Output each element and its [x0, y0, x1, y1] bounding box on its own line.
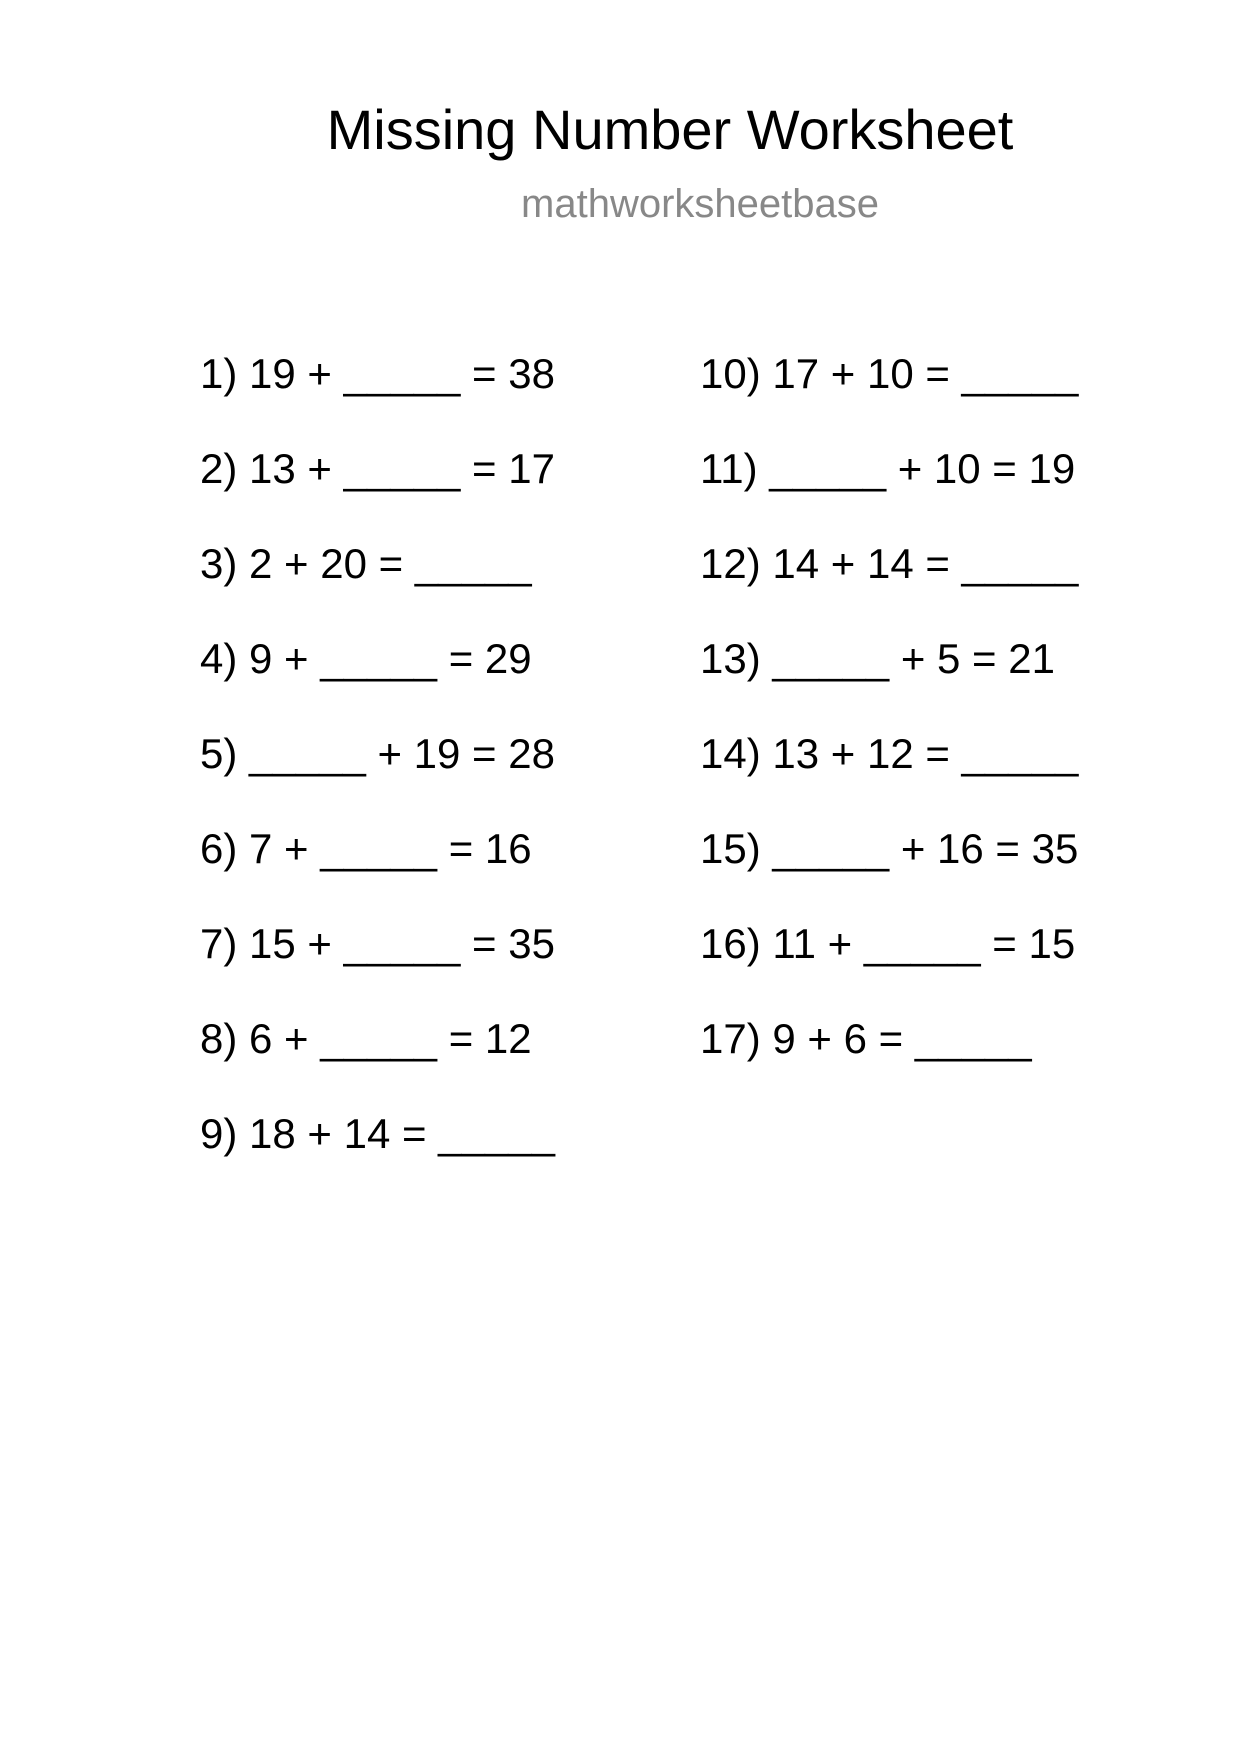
problem-11: 11) _____ + 10 = 19: [700, 445, 1076, 492]
problem-4: 4) 9 + _____ = 29: [200, 635, 532, 682]
problem-12: 12) 14 + 14 = _____: [700, 540, 1079, 587]
problem-3: 3) 2 + 20 = _____: [200, 540, 532, 587]
problem-1: 1) 19 + _____ = 38: [200, 350, 555, 397]
problem-10: 10) 17 + 10 = _____: [700, 350, 1079, 397]
problem-9: 9) 18 + 14 = _____: [200, 1110, 555, 1157]
page-title: Missing Number Worksheet: [326, 98, 1014, 161]
problem-14: 14) 13 + 12 = _____: [700, 730, 1079, 777]
problem-6: 6) 7 + _____ = 16: [200, 825, 532, 872]
problems-left-column: [200, 348, 555, 1203]
page-subtitle: mathworksheetbase: [521, 182, 879, 226]
problem-15: 15) _____ + 16 = 35: [700, 825, 1079, 872]
problem-5: 5) _____ + 19 = 28: [200, 730, 555, 777]
problem-7: 7) 15 + _____ = 35: [200, 920, 555, 967]
problem-17: 17) 9 + 6 = _____: [700, 1015, 1032, 1062]
problem-8: 8) 6 + _____ = 12: [200, 1015, 532, 1062]
problem-13: 13) _____ + 5 = 21: [700, 635, 1055, 682]
problem-16: 16) 11 + _____ = 15: [700, 920, 1076, 967]
problem-2: 2) 13 + _____ = 17: [200, 445, 555, 492]
problems-right-column: [700, 348, 1078, 1108]
